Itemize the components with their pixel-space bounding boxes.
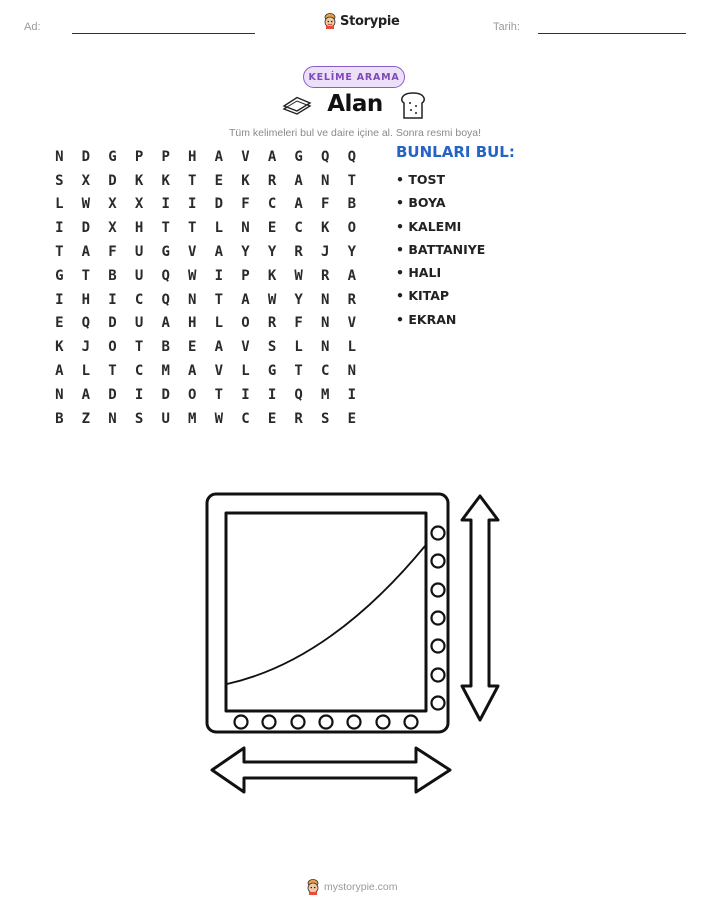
grid-cell[interactable]: X (108, 196, 117, 213)
grid-cell[interactable]: U (134, 244, 144, 261)
grid-cell[interactable]: Y (294, 291, 303, 308)
word-list (396, 171, 485, 334)
grid-cell[interactable]: I (347, 386, 357, 403)
grid-cell[interactable]: I (188, 196, 197, 213)
grid-cell[interactable]: L (55, 196, 64, 213)
grid-cell[interactable]: A (267, 148, 277, 165)
grid-cell[interactable]: L (294, 339, 303, 356)
word-item: • BATTANIYE (396, 241, 486, 257)
grid-cell[interactable]: N (188, 291, 197, 308)
grid-cell[interactable]: J (321, 244, 330, 261)
grid-cell[interactable]: S (134, 410, 144, 427)
grid-cell[interactable]: R (347, 291, 357, 308)
grid-cell[interactable]: V (347, 315, 357, 332)
grid-cell[interactable]: S (267, 339, 277, 356)
grid-cell[interactable]: E (267, 220, 277, 237)
name-line[interactable] (72, 33, 255, 34)
name-label: Ad: (24, 21, 41, 33)
grid-cell[interactable]: R (267, 315, 277, 332)
sandwich-icon (282, 96, 312, 116)
grid-cell[interactable]: O (108, 339, 117, 356)
grid-cell[interactable]: N (321, 291, 330, 308)
grid-cell[interactable]: A (214, 148, 224, 165)
grid-cell[interactable]: T (81, 267, 91, 284)
grid-cell[interactable]: Y (347, 244, 357, 261)
grid-cell[interactable]: B (108, 267, 117, 284)
grid-cell[interactable]: A (161, 315, 170, 332)
grid-cell[interactable]: X (108, 220, 117, 237)
grid-cell[interactable]: L (347, 339, 357, 356)
grid-cell[interactable]: N (55, 148, 64, 165)
activity-badge: KELİME ARAMA (303, 66, 405, 88)
grid-cell[interactable]: D (108, 172, 117, 189)
grid-cell[interactable]: V (241, 148, 250, 165)
grid-cell[interactable]: W (81, 196, 91, 213)
grid-cell[interactable]: J (81, 339, 91, 356)
grid-cell[interactable]: E (347, 410, 357, 427)
grid-cell[interactable]: C (294, 220, 303, 237)
grid-cell[interactable]: Q (161, 267, 170, 284)
grid-cell[interactable]: K (134, 172, 144, 189)
word-search-grid (46, 145, 365, 431)
grid-cell[interactable]: E (55, 315, 64, 332)
grid-cell[interactable]: X (134, 196, 144, 213)
grid-cell[interactable]: K (55, 339, 64, 356)
grid-cell[interactable]: O (188, 386, 197, 403)
grid-cell[interactable]: E (267, 410, 277, 427)
grid-cell[interactable]: W (214, 410, 224, 427)
grid-cell[interactable]: D (81, 148, 91, 165)
grid-cell[interactable]: N (321, 339, 330, 356)
grid-cell[interactable]: T (214, 291, 224, 308)
grid-cell[interactable]: G (55, 267, 64, 284)
grid-cell[interactable]: R (267, 172, 277, 189)
grid-cell[interactable]: R (321, 267, 330, 284)
grid-cell[interactable]: T (188, 220, 197, 237)
grid-cell[interactable]: C (241, 410, 250, 427)
grid-cell[interactable]: H (81, 291, 91, 308)
date-label: Tarih: (493, 21, 520, 33)
grid-cell[interactable]: A (347, 267, 357, 284)
word-list-title: BUNLARI BUL: (396, 143, 515, 161)
grid-cell[interactable]: Q (347, 148, 357, 165)
grid-cell[interactable]: L (214, 315, 224, 332)
grid-cell[interactable]: I (214, 267, 224, 284)
grid-cell[interactable]: P (161, 148, 170, 165)
grid-cell[interactable]: C (134, 291, 144, 308)
grid-cell[interactable]: O (347, 220, 357, 237)
grid-cell[interactable]: A (81, 244, 91, 261)
grid-cell[interactable]: L (81, 363, 91, 380)
grid-cell[interactable]: K (321, 220, 330, 237)
grid-cell[interactable]: A (241, 291, 250, 308)
grid-cell[interactable]: Y (267, 244, 277, 261)
grid-cell[interactable]: R (294, 410, 303, 427)
grid-cell[interactable]: U (161, 410, 170, 427)
grid-cell[interactable]: W (188, 267, 197, 284)
word-item: • KALEMI (396, 218, 462, 234)
grid-cell[interactable]: B (55, 410, 64, 427)
grid-cell[interactable]: V (188, 244, 197, 261)
brand-name: Storypie (340, 13, 400, 29)
grid-cell[interactable]: A (294, 196, 303, 213)
page-title: Alan (327, 91, 383, 117)
footer (306, 879, 398, 895)
storypie-mascot-icon (306, 879, 320, 895)
grid-cell[interactable]: T (108, 363, 117, 380)
grid-cell[interactable]: Q (161, 291, 170, 308)
brand-logo (323, 13, 400, 29)
grid-cell[interactable]: F (321, 196, 330, 213)
grid-cell[interactable]: T (347, 172, 357, 189)
grid-cell[interactable]: P (241, 267, 250, 284)
grid-cell[interactable]: A (81, 386, 91, 403)
grid-cell[interactable]: L (241, 363, 250, 380)
word-item: • HALI (396, 265, 442, 281)
grid-cell[interactable]: X (81, 172, 91, 189)
grid-cell[interactable]: O (241, 315, 250, 332)
grid-cell[interactable]: I (55, 291, 64, 308)
grid-cell[interactable]: D (161, 386, 170, 403)
grid-cell[interactable]: P (134, 148, 144, 165)
grid-cell[interactable]: V (241, 339, 250, 356)
grid-cell[interactable]: N (321, 172, 330, 189)
grid-cell[interactable]: M (188, 410, 197, 427)
grid-cell[interactable]: U (134, 315, 144, 332)
grid-cell[interactable]: D (108, 386, 117, 403)
grid-cell[interactable]: K (161, 172, 170, 189)
grid-cell[interactable]: A (294, 172, 303, 189)
grid-cell[interactable]: B (161, 339, 170, 356)
grid-cell[interactable]: D (108, 315, 117, 332)
grid-cell[interactable]: E (188, 339, 197, 356)
grid-cell[interactable]: T (188, 172, 197, 189)
grid-cell[interactable]: T (294, 363, 303, 380)
grid-cell[interactable]: A (188, 363, 197, 380)
grid-cell[interactable]: G (108, 148, 117, 165)
screen-coloring-picture (200, 486, 510, 798)
grid-cell[interactable]: I (161, 196, 170, 213)
grid-cell[interactable]: H (134, 220, 144, 237)
grid-cell[interactable]: F (241, 196, 250, 213)
grid-cell[interactable]: T (161, 220, 170, 237)
grid-cell[interactable]: G (267, 363, 277, 380)
grid-cell[interactable]: K (267, 267, 277, 284)
grid-cell[interactable]: F (108, 244, 117, 261)
grid-cell[interactable]: N (241, 220, 250, 237)
grid-cell[interactable]: S (321, 410, 330, 427)
grid-cell[interactable]: W (294, 267, 303, 284)
word-item: • EKRAN (396, 311, 457, 327)
grid-cell[interactable]: N (55, 386, 64, 403)
word-item: • TOST (396, 172, 446, 187)
grid-cell[interactable]: U (134, 267, 144, 284)
grid-cell[interactable]: V (214, 363, 224, 380)
date-line[interactable] (538, 33, 686, 34)
grid-cell[interactable]: I (55, 220, 64, 237)
grid-cell[interactable]: L (214, 220, 224, 237)
grid-cell[interactable]: C (267, 196, 277, 213)
grid-cell[interactable]: Z (81, 410, 91, 427)
grid-cell[interactable]: N (321, 315, 330, 332)
grid-cell[interactable]: M (161, 363, 170, 380)
footer-url[interactable]: mystorypie.com (324, 881, 398, 893)
grid-cell[interactable]: M (321, 386, 330, 403)
grid-cell[interactable]: G (161, 244, 170, 261)
grid-cell[interactable]: I (108, 291, 117, 308)
grid-cell[interactable]: Q (321, 148, 330, 165)
grid-cell[interactable]: N (108, 410, 117, 427)
grid-cell[interactable]: B (347, 196, 357, 213)
grid-cell[interactable]: I (134, 386, 144, 403)
grid-cell[interactable]: R (294, 244, 303, 261)
grid-cell[interactable]: D (81, 220, 91, 237)
grid-cell[interactable]: A (55, 363, 64, 380)
grid-cell[interactable]: H (188, 148, 197, 165)
grid-cell[interactable]: I (241, 386, 250, 403)
grid-cell[interactable]: A (214, 244, 224, 261)
grid-cell[interactable]: N (347, 363, 357, 380)
toast-bread-icon (400, 92, 426, 120)
grid-cell[interactable]: F (294, 315, 303, 332)
grid-cell[interactable]: C (134, 363, 144, 380)
word-item: • KITAP (396, 288, 450, 304)
grid-cell[interactable]: I (267, 386, 277, 403)
grid-cell[interactable]: T (134, 339, 144, 356)
grid-cell[interactable]: Y (241, 244, 250, 261)
storypie-mascot-icon (323, 13, 337, 29)
instructions: Tüm kelimeleri bul ve daire içine al. Sonra resmi boya! (228, 127, 482, 139)
grid-cell[interactable]: T (214, 386, 224, 403)
grid-cell[interactable]: Q (294, 386, 303, 403)
grid-cell[interactable]: K (241, 172, 250, 189)
grid-cell[interactable]: S (55, 172, 64, 189)
grid-cell[interactable]: C (321, 363, 330, 380)
grid-cell[interactable]: Q (81, 315, 91, 332)
word-item: • BOYA (396, 195, 446, 211)
grid-cell[interactable]: A (214, 339, 224, 356)
grid-cell[interactable]: T (55, 244, 64, 261)
grid-cell[interactable]: H (188, 315, 197, 332)
grid-cell[interactable]: G (294, 148, 303, 165)
grid-cell[interactable]: W (267, 291, 277, 308)
grid-cell[interactable]: D (214, 196, 224, 213)
grid-cell[interactable]: E (214, 172, 224, 189)
